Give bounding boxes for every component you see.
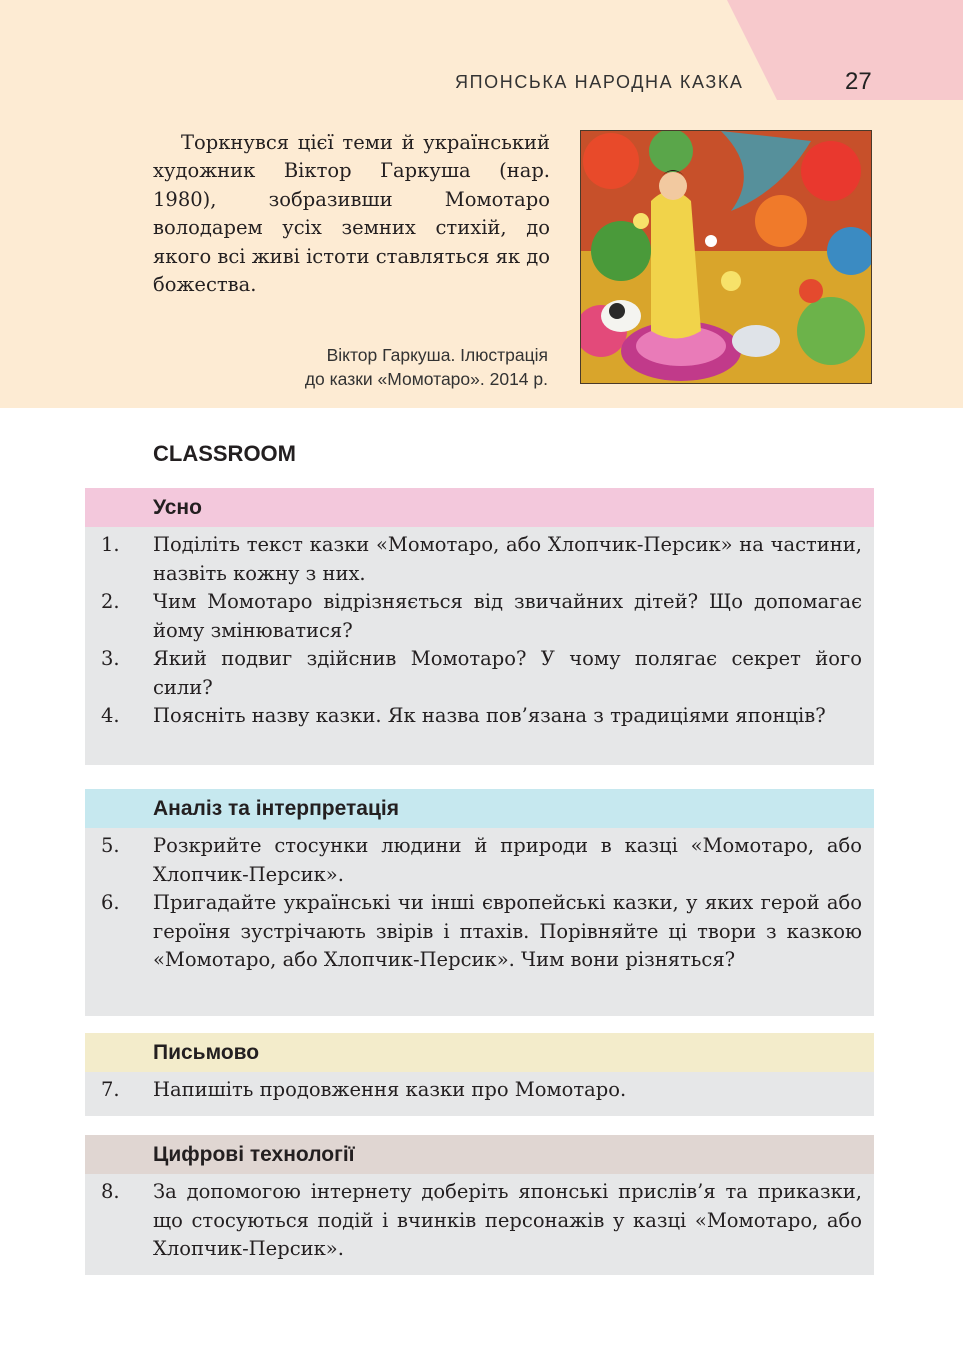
figure-caption xyxy=(236,343,548,391)
caption-line-1: Віктор Гаркуша. Ілюстрація xyxy=(326,345,548,365)
question-item xyxy=(85,588,862,645)
question-number: 4. xyxy=(101,704,120,727)
question-number: 8. xyxy=(101,1180,120,1203)
section-body-analysis xyxy=(85,828,874,1016)
caption-line-2: до казки «Момотаро». 2014 р. xyxy=(304,369,548,389)
question-number: 2. xyxy=(101,590,120,613)
question-number: 5. xyxy=(101,834,120,857)
classroom-heading: CLASSROOM xyxy=(153,441,296,466)
momotaro-illustration xyxy=(580,130,872,384)
section-body-digital xyxy=(85,1174,874,1275)
question-text: Який подвиг здійснив Момотаро? У чому полягає секрет його сили? xyxy=(153,647,862,699)
question-item xyxy=(85,1178,862,1264)
question-text: Чим Момотаро відрізняється від звичайних дітей? Що допомагає йому змінюватися? xyxy=(153,590,862,642)
section-body-oral xyxy=(85,527,874,765)
section-header-writing: Письмово xyxy=(85,1033,874,1072)
question-item xyxy=(85,702,862,731)
question-text: Напишіть продовження казки про Момотаро. xyxy=(153,1078,627,1101)
question-item xyxy=(85,832,862,889)
question-item xyxy=(85,645,862,702)
question-item xyxy=(85,1076,862,1105)
page-number: 27 xyxy=(845,68,872,95)
question-number: 1. xyxy=(101,533,120,556)
section-header-oral: Усно xyxy=(85,488,874,527)
section-header-analysis: Аналіз та інтерпретація xyxy=(85,789,874,828)
question-item xyxy=(85,889,862,975)
question-text: За допомогою інтернету доберіть японські прислів’я та приказки, що стосуються подій і вчинків персонажів у казці «Момотаро, або Хлопчик-Персик». xyxy=(153,1180,862,1260)
section-body-writing xyxy=(85,1072,874,1116)
section-header-digital: Цифрові технології xyxy=(85,1135,874,1174)
question-number: 3. xyxy=(101,647,120,670)
question-text: Пригадайте українські чи інші європейські казки, у яких герой або героїня зустрічають звірів і птахів. Порівняйте ці твори з казкою «Момотаро, або Хлопчик-Персик». Чим вони різняться? xyxy=(153,891,862,971)
intro-paragraph: Торкнувся цієї теми й український художник Віктор Гаркуша (нар. 1980), зобразивши Момотаро володарем усіх земних стихій, до якого всі живі істоти ставляться як до божества. xyxy=(153,131,550,297)
question-number: 6. xyxy=(101,891,120,914)
running-title: ЯПОНСЬКА НАРОДНА КАЗКА xyxy=(455,72,744,92)
question-text: Поділіть текст казки «Момотаро, або Хлопчик-Персик» на частини, назвіть кожну з них. xyxy=(153,533,862,585)
question-text: Поясніть назву казки. Як назва пов’язана з традиціями японців? xyxy=(153,704,826,727)
question-text: Розкрийте стосунки людини й природи в казці «Момотаро, або Хлопчик-Персик». xyxy=(153,834,862,886)
question-item xyxy=(85,531,862,588)
question-number: 7. xyxy=(101,1078,120,1101)
